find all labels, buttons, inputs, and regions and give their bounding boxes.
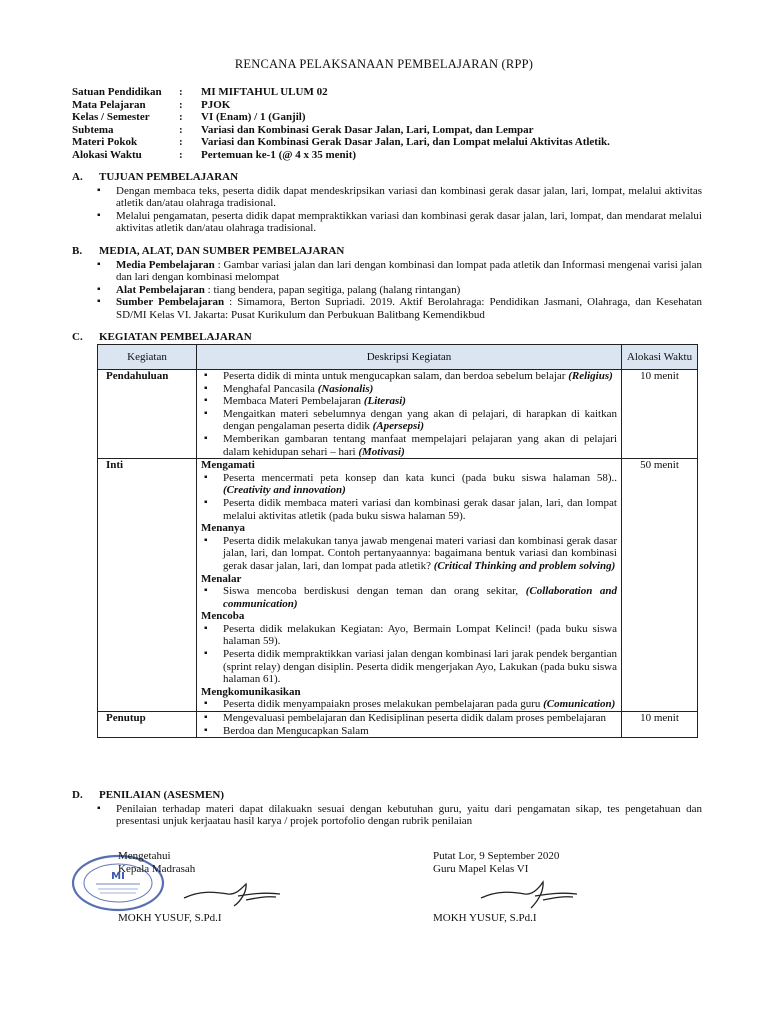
- stage-title: Mengkomunikasikan: [201, 685, 301, 698]
- table-row: [98, 459, 698, 712]
- sign-left-name: MOKH YUSUF, S.Pd.I: [118, 912, 222, 924]
- kegiatan-cell: Penutup: [98, 712, 197, 738]
- item-label: Sumber Pembelajaran: [116, 296, 225, 309]
- list-item: [116, 284, 702, 297]
- identity-row: [72, 99, 610, 112]
- tujuan-list: [72, 185, 702, 235]
- header-kegiatan: Kegiatan: [98, 345, 197, 370]
- identity-key: Satuan Pendidikan: [72, 86, 162, 98]
- waktu-cell: 10 menit: [622, 370, 698, 459]
- identity-row: [72, 86, 610, 99]
- section-heading: C. KEGIATAN PEMBELAJARAN: [72, 331, 252, 343]
- handwritten-signature-icon: [473, 876, 593, 912]
- item-text: : Gambar variasi jalan dan lari dengan kombinasi dan lompat pada atletik dan Informasi mengenai varisi jalan dan lari dengan kombinasi melompat: [116, 258, 702, 284]
- handwritten-signature-icon: [176, 876, 296, 912]
- table-header-row: [98, 345, 698, 370]
- section-penilaian: [72, 789, 702, 828]
- item-text: Peserta didik menyampaiakn proses melakukan pembelajaran pada guru: [223, 698, 544, 711]
- item-text: Peserta didik melakukan Kegiatan: Ayo, Bermain Lompat Kelinci! (pada buku siswa halaman 59).: [223, 622, 617, 648]
- kegiatan-cell: Inti: [98, 459, 197, 712]
- item-text: Siswa mencoba berdiskusi dengan teman dan orang sekitar,: [223, 585, 526, 598]
- identity-key: Subtema: [72, 123, 114, 136]
- stage-title: Menalar: [201, 572, 242, 585]
- stage-title: Menanya: [201, 522, 245, 535]
- item-value-tag: (Comunication): [543, 698, 616, 711]
- item-value-tag: (Motivasi): [358, 445, 405, 458]
- list-item: [223, 408, 617, 433]
- identity-value: Variasi dan Kombinasi Gerak Dasar Jalan, Lari, Lompat, dan Lempar: [201, 123, 534, 136]
- stage-title: Mencoba: [201, 610, 245, 623]
- item-text: Peserta didik mempraktikkan variasi jalan dengan kombinasi lari jarak pendek bergantian (sprint relay) dengan disiplin. Peserta didik mengerjakan Ayo, Lakukan (pada buku siswa halaman 61).: [223, 648, 617, 686]
- list-item: [223, 370, 617, 383]
- deskripsi-cell: [197, 459, 622, 712]
- sign-right-line2: Guru Mapel Kelas VI: [433, 863, 529, 875]
- waktu-cell: 10 menit: [622, 712, 698, 738]
- identity-sep: :: [179, 148, 183, 161]
- list-item: [223, 497, 617, 522]
- item-value-tag: (Creativity and innovation): [223, 484, 346, 497]
- kegiatan-table: [97, 344, 698, 738]
- list-item: [223, 395, 617, 408]
- list-item: [223, 535, 617, 573]
- kegiatan-cell: Pendahuluan: [98, 370, 197, 459]
- item-text: Peserta didik membaca materi variasi dan kombinasi gerak dasar jalan, lari, dan lompat melalui aktivitas atletik (pada buku siswa halaman 59).: [223, 496, 617, 522]
- sign-right-line1: Putat Lor, 9 September 2020: [433, 850, 560, 862]
- section-heading: B. MEDIA, ALAT, DAN SUMBER PEMBELAJARAN: [72, 245, 345, 257]
- deskripsi-cell: [197, 370, 622, 459]
- waktu-cell: 50 menit: [622, 459, 698, 712]
- signature-kepala: [118, 850, 296, 925]
- sign-right-name: MOKH YUSUF, S.Pd.I: [433, 912, 537, 924]
- item-text: Mengevaluasi pembelajaran dan Kedisiplinan peserta didik dalam proses pembelajaran: [223, 712, 607, 725]
- item-value-tag: (Collaboration and communication): [223, 585, 617, 610]
- activity-list: [201, 623, 617, 686]
- item-value-tag: (Nasionalis): [317, 382, 374, 395]
- list-item: [223, 648, 617, 686]
- item-text: Melalui pengamatan, peserta didik dapat mempraktikkan variasi dan kombinasi gerak dasar jalan, lari, lompat, dan mendarat melalui aktivitas atletik dan/atau olahraga tradisional.: [116, 209, 702, 235]
- table-row: [98, 370, 698, 459]
- header-deskripsi: Deskripsi Kegiatan: [197, 345, 622, 370]
- table-row: [98, 712, 698, 738]
- item-text: Peserta didik di minta untuk mengucapkan salam, dan berdoa sebelum belajar: [223, 370, 569, 382]
- section-media: [72, 245, 702, 322]
- list-item: [116, 296, 702, 321]
- item-text: Peserta didik melakukan tanya jawab mengenai materi variasi dan kombinasi gerak dasar jalan, lari, dan lompat. Contoh pertanyaannya: bagaimana bentuk variasi dan kombinasi gerak dasar jalan, lari, dan lompat pada atletik?: [223, 534, 617, 572]
- identity-value: Pertemuan ke-1 (@ 4 x 35 menit): [201, 148, 357, 161]
- item-text: Mengaitkan materi sebelumnya dengan yang akan di pelajari, di harapkan di kaitkan dengan pengalaman peserta didik: [223, 407, 617, 433]
- identity-row: [72, 124, 610, 137]
- activity-list: [201, 698, 617, 711]
- item-text: : Simamora, Berton Supriadi. 2019. Aktif Berolahraga: Pendidikan Jasmani, Olahraga, dan Kesehatan SD/MI Kelas VI. Jakarta: Pusat Kurikulum dan Perbukuan Balitbang Kemendikbud: [116, 296, 702, 321]
- deskripsi-cell: [197, 712, 622, 738]
- stage-title: Mengamati: [201, 459, 255, 472]
- identity-row: [72, 136, 610, 149]
- list-item: [223, 383, 617, 396]
- item-text: : tiang bendera, papan segitiga, palang (halang rintangan): [204, 283, 461, 296]
- identity-value: Variasi dan Kombinasi Gerak Dasar Jalan, Lari, dan Lompat melalui Aktivitas Atletik.: [201, 136, 610, 149]
- identity-key: Alokasi Waktu: [72, 148, 142, 161]
- signature-guru: [433, 850, 593, 925]
- sign-left-line2: Kepala Madrasah: [118, 863, 196, 875]
- item-label: Alat Pembelajaran: [116, 283, 205, 296]
- list-item: [223, 623, 617, 648]
- identity-key: Kelas / Semester: [72, 111, 150, 124]
- identity-row: [72, 149, 610, 162]
- identity-value: VI (Enam) / 1 (Ganjil): [201, 111, 306, 124]
- section-kegiatan: [72, 331, 702, 345]
- identity-sep: :: [179, 136, 183, 149]
- list-item: [223, 472, 617, 497]
- stamp-text: MI: [111, 871, 125, 882]
- identity-value: PJOK: [201, 98, 231, 111]
- item-value-tag: (Literasi): [363, 395, 406, 408]
- activity-list: [201, 370, 617, 458]
- activity-list: [201, 472, 617, 522]
- list-item: [116, 259, 702, 284]
- list-item: [223, 725, 617, 738]
- item-text: Membaca Materi Pembelajaran: [223, 395, 364, 408]
- identity-sep: :: [179, 86, 183, 98]
- item-text: Peserta mencermati peta konsep dan kata kunci (pada buku siswa halaman 58)..: [223, 471, 617, 484]
- activity-list: [201, 585, 617, 610]
- identity-sep: :: [179, 123, 183, 136]
- item-value-tag: (Religius): [568, 370, 613, 382]
- item-value-tag: (Apersepsi): [372, 420, 424, 433]
- identity-table: [72, 86, 610, 162]
- identity-key: Materi Pokok: [72, 136, 138, 149]
- section-tujuan: [72, 171, 702, 235]
- section-heading: A. TUJUAN PEMBELAJARAN: [72, 171, 239, 183]
- identity-value: MI MIFTAHUL ULUM 02: [201, 86, 328, 98]
- item-value-tag: (Critical Thinking and problem solving): [433, 559, 616, 572]
- item-text: Berdoa dan Mengucapkan Salam: [223, 724, 369, 737]
- list-item: [223, 712, 617, 725]
- list-item: [116, 185, 702, 210]
- identity-row: [72, 111, 610, 124]
- item-text: Dengan membaca teks, peserta didik dapat mendeskripsikan variasi dan kombinasi gerak dasar jalan, lari, lompat, melalui aktivitas atletik dan/atau olahraga tradisional.: [116, 184, 702, 210]
- list-item: [223, 698, 617, 711]
- item-label: Media Pembelajaran: [116, 258, 215, 271]
- header-alokasi: Alokasi Waktu: [622, 345, 698, 370]
- list-item: [223, 585, 617, 610]
- list-item: [116, 803, 702, 828]
- penilaian-list: [72, 803, 702, 828]
- identity-key: Mata Pelajaran: [72, 98, 146, 111]
- list-item: [223, 433, 617, 458]
- item-text: Penilaian terhadap materi dapat dilakuakn sesuai dengan kebutuhan guru, yaitu dari pengamatan sikap, tes pengetahuan dan presentasi unjuk kerjaatau hasil karya / projek portofolio dengan rubrik penilaian: [116, 802, 702, 828]
- document-title: RENCANA PELAKSANAAN PEMBELAJARAN (RPP): [234, 57, 534, 71]
- media-list: [72, 259, 702, 322]
- identity-sep: :: [179, 98, 183, 111]
- activity-list: [201, 535, 617, 573]
- activity-list: [201, 712, 617, 737]
- section-heading: D. PENILAIAN (ASESMEN): [72, 789, 224, 801]
- list-item: [116, 210, 702, 235]
- item-text: Memberikan gambaran tentang manfaat mempelajari pelajaran yang akan di pelajari dalam kehidupan sehari – hari: [223, 432, 617, 458]
- sign-left-line1: Mengetahui: [118, 850, 171, 862]
- item-text: Menghafal Pancasila: [223, 382, 318, 395]
- identity-sep: :: [179, 111, 183, 124]
